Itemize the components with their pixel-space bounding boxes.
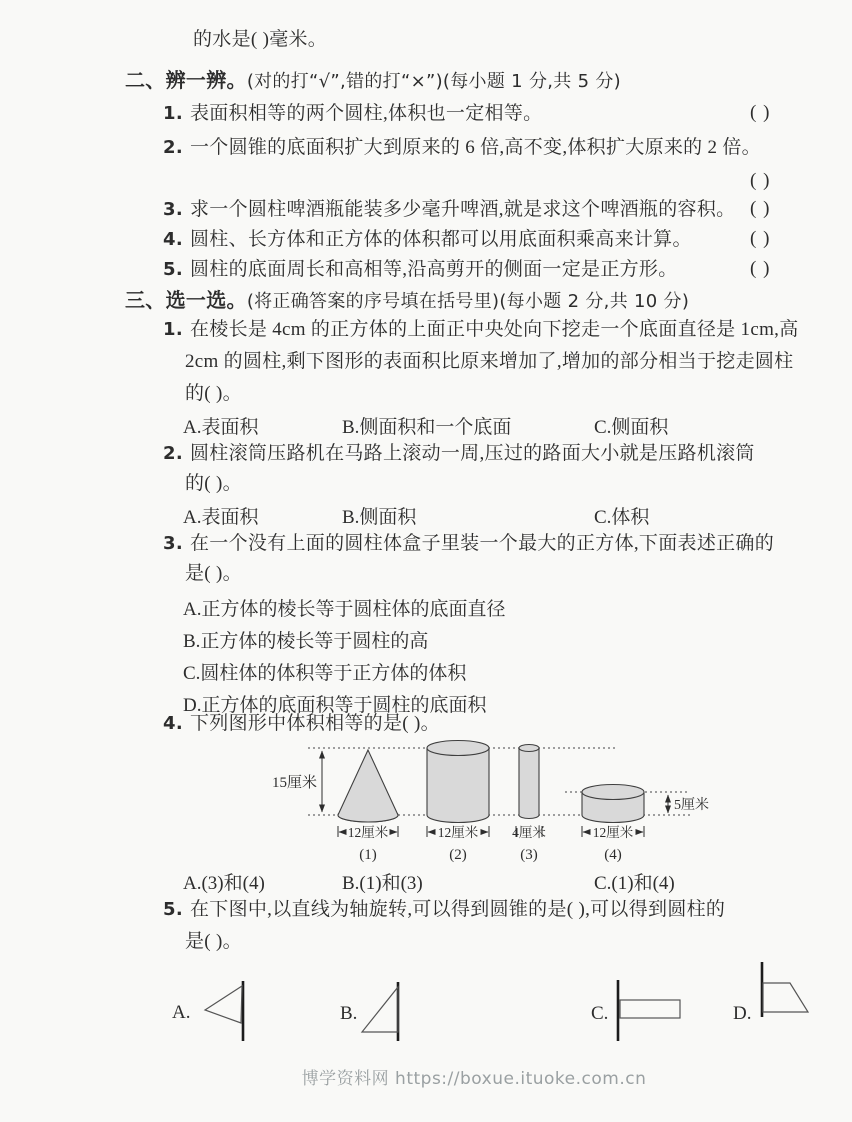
s3-q5-line2: 是( )。 [185, 931, 242, 952]
s3-q1-line1 [163, 318, 799, 342]
caption-3: (3) [520, 847, 538, 863]
s3-q2-option-c: C.体积 [594, 507, 650, 528]
s3-q1-num: 1. [163, 319, 183, 340]
q4-solids-figure [270, 735, 720, 875]
dim2-label: 12厘米 [437, 825, 479, 840]
section2-title: 二、辨一辨。 [125, 68, 247, 92]
s2-item-2-text: 一个圆锥的底面积扩大到原来的 6 倍,高不变,体积扩大原来的 2 倍。 [189, 137, 761, 158]
caption-2: (2) [449, 847, 467, 863]
s2-item-3-num: 3. [163, 199, 183, 220]
s3-q5-line1 [163, 898, 725, 922]
s3-q3-num: 3. [163, 533, 183, 554]
shape-d-label: D. [733, 1003, 752, 1024]
shape-a-label: A. [172, 1002, 191, 1023]
s3-q3-line1 [163, 532, 774, 556]
s3-q5-num: 5. [163, 899, 183, 920]
s2-item-4-num: 4. [163, 229, 183, 250]
s2-item-2 [163, 136, 761, 160]
s3-q3-option-d: D.正方体的底面积等于圆柱的底面积 [183, 695, 487, 716]
q5-rotation-shapes-figure [150, 955, 830, 1055]
cylinder3-body [519, 748, 539, 819]
s3-q1-line3: 的( )。 [185, 383, 242, 404]
h4-label: 5厘米 [674, 798, 709, 813]
footer-watermark: 博学资料网 https://boxue.ituoke.com.cn [301, 1069, 647, 1089]
s2-item-3-answer-blank: ( ) [750, 198, 771, 219]
s2-item-3-text: 求一个圆柱啤酒瓶能装多少毫升啤酒,就是求这个啤酒瓶的容积。 [189, 199, 736, 220]
s2-item-2-num: 2. [163, 137, 183, 158]
s3-q4-option-a: A.(3)和(4) [183, 873, 265, 894]
section2-note: (对的打“√”,错的打“×”)(每小题 1 分,共 5 分) [246, 71, 621, 92]
s3-q3-option-b: B.正方体的棱长等于圆柱的高 [183, 631, 429, 652]
cylinder3-top [519, 745, 539, 752]
shape-b-triangle [362, 987, 398, 1032]
s3-q4-option-c: C.(1)和(4) [594, 873, 675, 894]
dim1-label: 12厘米 [347, 825, 389, 840]
s3-q2-line2: 的( )。 [185, 473, 242, 494]
s3-q4-option-b: B.(1)和(3) [342, 873, 423, 894]
s3-q3-option-a: A.正方体的棱长等于圆柱体的底面直径 [183, 599, 506, 620]
cone-shape [338, 750, 398, 822]
s2-item-1-answer-blank: ( ) [750, 102, 771, 123]
s2-item-1-text: 表面积相等的两个圆柱,体积也一定相等。 [189, 103, 543, 124]
s2-item-5 [163, 258, 678, 282]
cylinder2-body [427, 748, 489, 823]
s2-item-2-answer-blank: ( ) [750, 170, 771, 191]
cylinder4-top [582, 785, 644, 800]
s3-q3-option-c: C.圆柱体的体积等于正方体的体积 [183, 663, 467, 684]
dim4-label: 12厘米 [592, 825, 634, 840]
s2-item-5-num: 5. [163, 259, 183, 280]
s3-q5-text1: 在下图中,以直线为轴旋转,可以得到圆锥的是( ),可以得到圆柱的 [189, 899, 726, 920]
s2-item-4-answer-blank: ( ) [750, 228, 771, 249]
shape-a-triangle [205, 986, 242, 1023]
caption-1: (1) [359, 847, 377, 863]
shape-b-label: B. [340, 1003, 358, 1024]
s2-item-1-num: 1. [163, 103, 183, 124]
shape-c-label: C. [591, 1003, 609, 1024]
s3-q3-line2: 是( )。 [185, 563, 242, 584]
s3-q1-line2: 2cm 的圆柱,剩下图形的表面积比原来增加了,增加的部分相当于挖走圆柱 [185, 351, 794, 372]
s3-q2-line1 [163, 442, 755, 466]
s3-q1-option-c: C.侧面积 [594, 417, 669, 438]
section2-header [125, 68, 621, 94]
s3-q4-text: 下列图形中体积相等的是( )。 [189, 713, 440, 734]
height-label: 15厘米 [271, 775, 317, 791]
s3-q1-option-b: B.侧面积和一个底面 [342, 417, 512, 438]
dim3-label: 4厘米 [512, 825, 546, 840]
s2-item-5-answer-blank: ( ) [750, 258, 771, 279]
s2-item-5-text: 圆柱的底面周长和高相等,沿高剪开的侧面一定是正方形。 [189, 259, 678, 280]
s3-q2-option-b: B.侧面积 [342, 507, 417, 528]
s2-item-4 [163, 228, 692, 252]
section3-header [125, 288, 689, 314]
s3-q2-num: 2. [163, 443, 183, 464]
s3-q3-text1: 在一个没有上面的圆柱体盒子里装一个最大的正方体,下面表述正确的 [189, 533, 775, 554]
s3-q2-text1: 圆柱滚筒压路机在马路上滚动一周,压过的路面大小就是压路机滚筒 [189, 443, 755, 464]
caption-4: (4) [604, 847, 622, 863]
s3-q4-line [163, 712, 440, 736]
s3-q1-text1: 在棱长是 4cm 的正方体的上面正中央处向下挖走一个底面直径是 1cm,高 [189, 319, 799, 340]
s2-item-4-text: 圆柱、长方体和正方体的体积都可以用底面积乘高来计算。 [189, 229, 692, 250]
intro-line: 的水是( )毫米。 [193, 29, 328, 50]
shape-d-trapezoid [763, 983, 808, 1012]
s3-q2-option-a: A.表面积 [183, 507, 259, 528]
s2-item-1 [163, 102, 542, 126]
cylinder2-top [427, 741, 489, 756]
section3-note: (将正确答案的序号填在括号里)(每小题 2 分,共 10 分) [246, 291, 690, 312]
shape-c-rectangle [620, 1000, 680, 1018]
s3-q1-option-a: A.表面积 [183, 417, 259, 438]
s2-item-3 [163, 198, 735, 222]
section3-title: 三、选一选。 [125, 288, 247, 312]
s3-q4-num: 4. [163, 713, 183, 734]
